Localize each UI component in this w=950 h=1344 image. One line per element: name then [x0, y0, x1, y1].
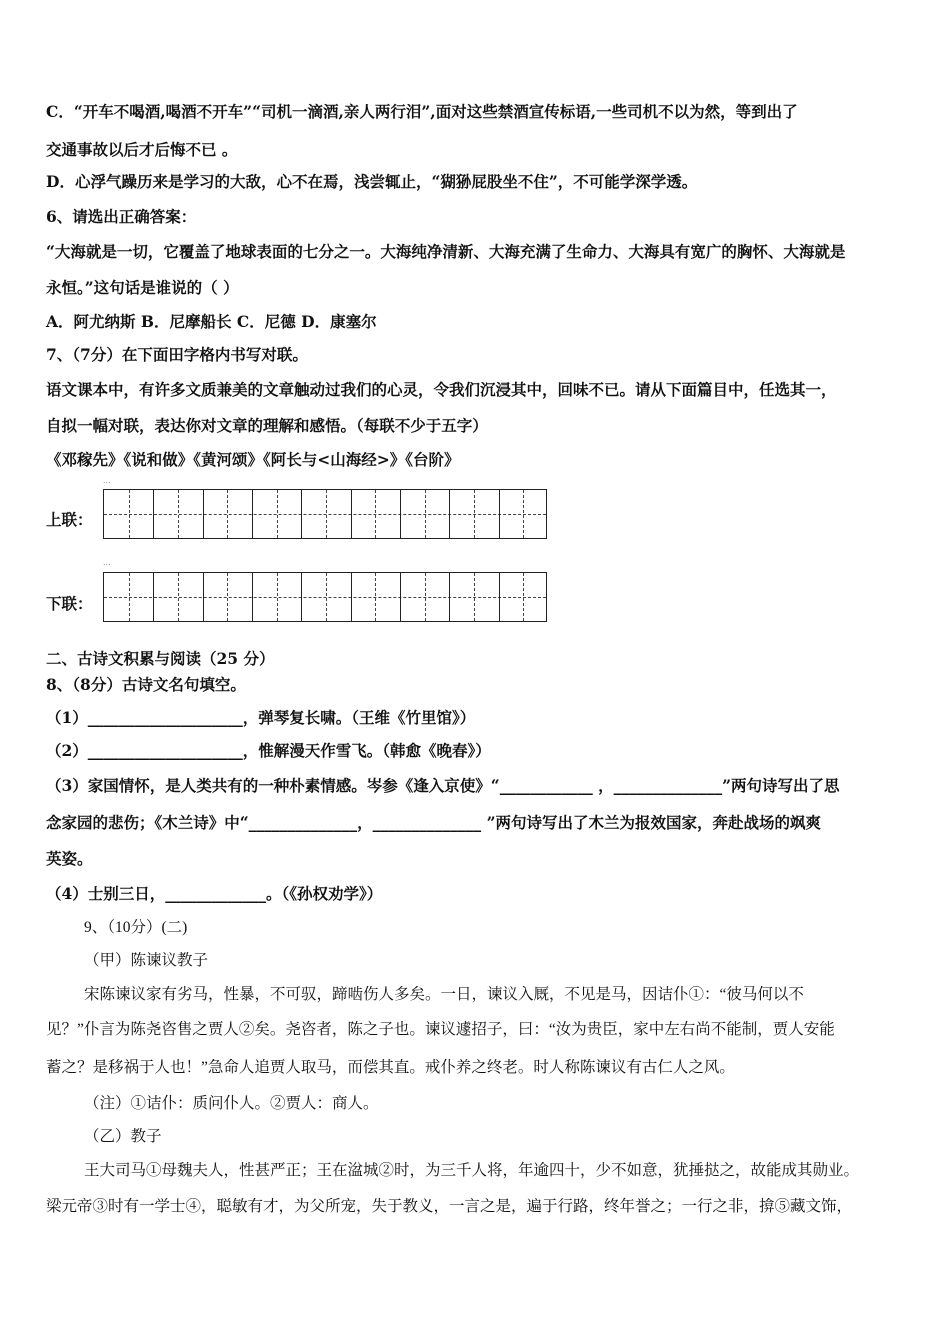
grid-cell-divider — [153, 573, 154, 621]
grid-cell-center-dash — [375, 573, 376, 621]
grid-cell-center-dash — [326, 573, 327, 621]
grid-cell-center-dash — [227, 490, 228, 538]
grid-cell-center-dash — [326, 490, 327, 538]
q7-instruction-line1: 语文课本中，有许多文质兼美的文章触动过我们的心灵，令我们沉浸其中，回味不已。请从下面篇目中，任选其一， — [46, 380, 837, 399]
q8-item-3-line2: 念家园的悲伤；《木兰诗》中“______________，______________ ”两句诗写出了木兰为报效国家，奔赴战场的飒爽 — [46, 813, 821, 832]
q7-heading: 7、（7分）在下面田字格内书写对联。 — [46, 345, 308, 364]
q6-quote-line2: 永恒。”这句话是谁说的（ ） — [46, 278, 239, 297]
grid-cell-center-dash — [474, 573, 475, 621]
grid-cell-center-dash — [425, 490, 426, 538]
grid-cell-divider — [499, 573, 500, 621]
q8-item-4: （4）士别三日，_____________。（《孙权劝学》） — [46, 884, 383, 903]
q9-heading: 9、（10分）(二) — [84, 919, 188, 936]
passage-jia-line3: 蓄之？是移祸于人也！”急命人追贾人取马，而偿其直。戒仆养之终老。时人称陈谏议有古仁人之风。 — [46, 1059, 735, 1076]
q5-option-c-line2: 交通事故以后才后悔不已 。 — [46, 140, 238, 159]
grid-cell-center-dash — [178, 573, 179, 621]
grid-cell-center-dash — [129, 573, 130, 621]
grid-cell-divider — [203, 573, 204, 621]
grid-cell-center-dash — [375, 490, 376, 538]
q5-option-c-line1: C．“开车不喝酒,喝酒不开车”“司机一滴酒,亲人两行泪”,面对这些禁酒宣传标语,一些司机不以为然，等到出了 — [46, 102, 798, 121]
q5-option-d: D．心浮气躁历来是学习的大敌，心不在焉，浅尝辄止，“猢狲屁股坐不住”，不可能学深学透。 — [46, 172, 698, 191]
grid-cell-center-dash — [425, 573, 426, 621]
grid-cell-divider — [153, 490, 154, 538]
q8-item-3-line1: （3）家国情怀，是人类共有的一种朴素情感。岑参《逢入京使》“____________ ，______________”两句诗写出了思 — [46, 776, 840, 795]
upper-couplet-label: 上联： — [46, 510, 93, 529]
grid-cell-divider — [351, 573, 352, 621]
grid-cell-divider — [203, 490, 204, 538]
lower-couplet-grid[interactable] — [103, 572, 547, 622]
lower-couplet-label: 下联： — [46, 594, 93, 613]
q6-prompt: 6、请选出正确答案： — [46, 207, 197, 226]
passage-yi-line1: 王大司马①母魏夫人，性甚严正；王在湓城②时，为三千人将，年逾四十，少不如意，犹捶挞之，故能成其勋业。 — [84, 1162, 860, 1179]
q7-instruction-line2: 自拟一幅对联，表达你对文章的理解和感悟。（每联不少于五字） — [46, 416, 488, 435]
grid-cell-center-dash — [277, 490, 278, 538]
grid-cell-center-dash — [227, 573, 228, 621]
passage-jia-title: （甲）陈谏议教子 — [84, 952, 209, 969]
q6-options: A．阿尤纳斯 B．尼摩船长 C．尼德 D．康塞尔 — [46, 312, 377, 331]
grid-cell-divider — [449, 573, 450, 621]
q8-item-1: （1）____________________，弹琴复长啸。（王维《竹里馆》） — [46, 708, 476, 727]
grid-cell-divider — [301, 490, 302, 538]
passage-yi-title: （乙）教子 — [84, 1128, 162, 1145]
grid-cell-divider — [252, 490, 253, 538]
grid-cell-divider — [400, 573, 401, 621]
q7-article-titles: 《邓稼先》《说和做》《黄河颂》《阿长与<山海经>》《台阶》 — [46, 450, 460, 469]
q6-quote-line1: “大海就是一切，它覆盖了地球表面的七分之一。大海纯净清新、大海充满了生命力、大海具有宽广的胸怀、大海就是 — [46, 242, 846, 261]
q8-item-3-line3: 英姿。 — [46, 849, 93, 868]
upper-couplet-grid[interactable] — [103, 489, 547, 539]
grid-marker-dots-2: ... — [103, 558, 111, 567]
grid-cell-divider — [301, 573, 302, 621]
section-2-heading: 二、古诗文积累与阅读（25 分） — [46, 649, 275, 668]
grid-cell-center-dash — [474, 490, 475, 538]
passage-jia-note: （注）①诘仆：质问仆人。②贾人：商人。 — [84, 1095, 379, 1112]
grid-cell-center-dash — [277, 573, 278, 621]
grid-cell-center-dash — [523, 490, 524, 538]
grid-marker-dots: ... — [103, 476, 111, 485]
grid-cell-divider — [351, 490, 352, 538]
q8-item-2: （2）____________________，惟解漫天作雪飞。（韩愈《晚春》） — [46, 741, 491, 760]
grid-cell-center-dash — [129, 490, 130, 538]
grid-center-dash — [104, 514, 546, 515]
passage-jia-line2: 见？”仆言为陈尧咨售之贾人②矣。尧咨者，陈之子也。谏议遽招子，曰：“汝为贵臣，家中左右尚不能制，贾人安能 — [46, 1021, 835, 1038]
grid-cell-center-dash — [523, 573, 524, 621]
grid-cell-divider — [400, 490, 401, 538]
grid-cell-divider — [449, 490, 450, 538]
passage-yi-line2: 梁元帝③时有一学士④，聪敏有才，为父所宠，失于教义，一言之是，遍于行路，终年誉之；一行之非，揜⑤藏文饰， — [46, 1198, 853, 1215]
grid-cell-divider — [252, 573, 253, 621]
q8-heading: 8、（8分）古诗文名句填空。 — [46, 675, 246, 694]
passage-jia-line1: 宋陈谏议家有劣马，性暴，不可驭，蹄啮伤人多矣。一日，谏议入厩，不见是马，因诘仆①：“彼马何以不 — [84, 986, 804, 1003]
grid-center-dash — [104, 597, 546, 598]
grid-cell-center-dash — [178, 490, 179, 538]
grid-cell-divider — [499, 490, 500, 538]
